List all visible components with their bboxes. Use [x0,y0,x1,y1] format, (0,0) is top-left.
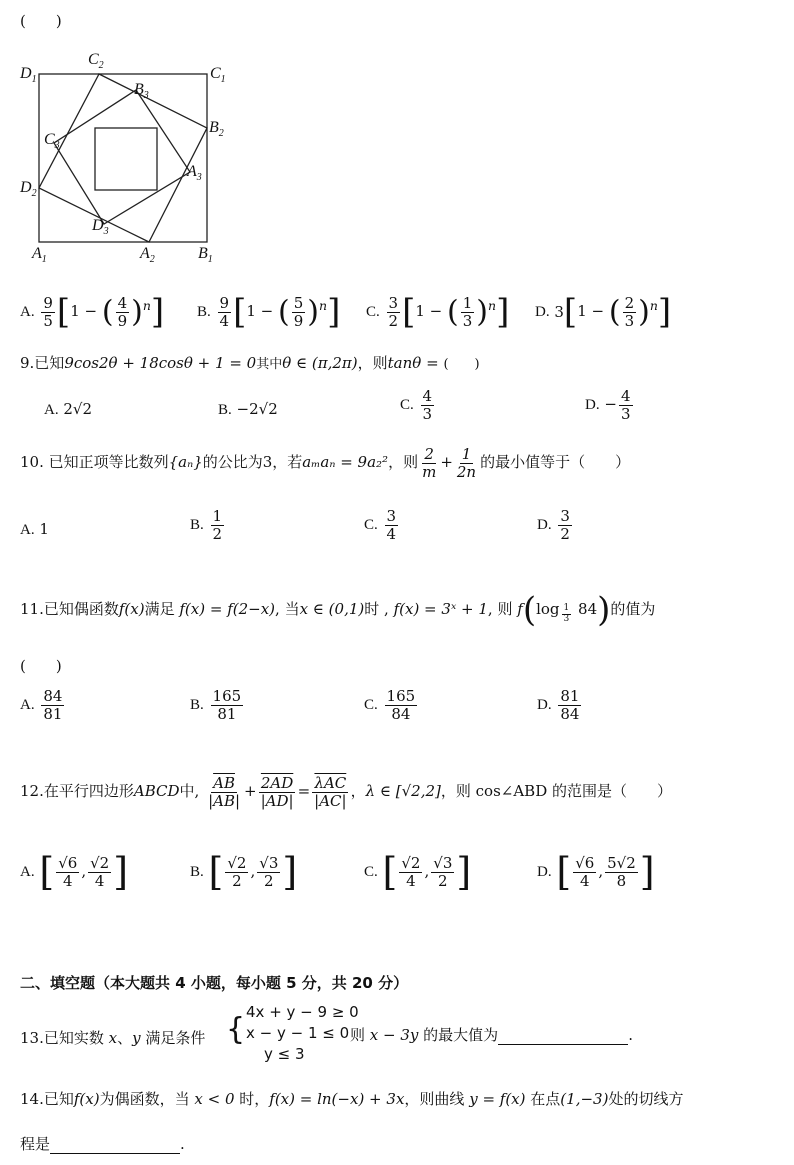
q12-option-b[interactable]: B. [ $\frac{√2}{2}$ , $\frac{√3}{2}$ ] [190,850,298,894]
q11-paren: ( ) [20,657,62,675]
q12-option-a[interactable]: A. [ $\frac{√6}{4}$ , $\frac{√2}{4}$ ] [20,850,129,894]
label-b1: $B_1$ [198,245,213,265]
q8-square-figure [18,48,240,266]
q8-option-b[interactable]: B. $\frac{9}{4}$ [1 − ( $\frac{5}{9}$ )$^n$] [197,292,341,332]
q11-option-b[interactable]: B. $\frac{165}{81}$ [190,687,242,723]
label-a2: $A_2$ [140,245,155,265]
q10-stem: 10. 已知正项等比数列{aₙ}的公比为3，若aₘaₙ = 9a₂²，则 $\frac{2}{m}$ + $\frac{1}{2n}$ 的最小值等于（ ） [20,445,631,481]
label-b2: $B_2$ [209,119,224,139]
q13-stem: 13.已知实数 x、y 满足条件 [20,1029,206,1047]
label-d1: $D_1$ [20,65,37,85]
q10-option-b[interactable]: B. $\frac{1}{2}$ [190,507,223,543]
label-c2: $C_2$ [88,51,104,71]
label-a1: $A_1$ [32,245,47,265]
center-square [95,128,157,190]
q11-option-d[interactable]: D. $\frac{81}{84}$ [537,687,580,723]
q14-answer-blank[interactable] [50,1135,180,1154]
label-c1: $C_1$ [210,65,226,85]
label-c3: $C_3$ [44,131,60,151]
q8-paren: ( ) [20,12,62,30]
q8-option-d[interactable]: D. 3[1 − ( $\frac{2}{3}$ )$^n$] [535,292,672,332]
q11-option-c[interactable]: C. $\frac{165}{84}$ [364,687,416,723]
q10-option-d[interactable]: D. $\frac{3}{2}$ [537,507,570,543]
label-b3: $B_3$ [134,81,149,101]
q13-constraints: 4x + y − 9 ≥ 0 x − y − 1 ≤ 0 y ≤ 3 [246,1003,359,1063]
q9-option-d[interactable]: D. − $\frac{4}{3}$ [585,387,631,423]
q9-stem: 9.已知9cos2θ + 18cosθ + 1 = 0其中θ ∈ (π,2π)，则tanθ = ( ) [20,354,480,372]
q10-option-a[interactable]: A. 1 [20,520,49,538]
q9-option-c[interactable]: C. $\frac{4}{3}$ [400,387,433,423]
q9-option-b[interactable]: B. −2√2 [218,400,278,418]
q14-stem: 14.已知f(x)为偶函数，当 x < 0 时，f(x) = ln(−x) + 3x，则曲线 y = f(x) 在点(1,−3)处的切线方 [20,1090,684,1108]
q13-answer-blank[interactable] [498,1026,628,1045]
inner-square-3 [54,90,190,224]
q9-option-a[interactable]: A. 2√2 [44,400,93,418]
label-d3: $D_3$ [92,217,109,237]
q8-option-a[interactable]: A. $\frac{9}{5}$ [1 − ( $\frac{4}{9}$ )$^n$] [20,292,165,332]
section2-title: 二、填空题（本大题共 4 小题，每小题 5 分，共 20 分） [20,974,409,992]
q11-option-a[interactable]: A. $\frac{84}{81}$ [20,687,63,723]
q13-stem-tail: 则 x − 3y 的最大值为 . [350,1026,633,1044]
q10-option-c[interactable]: C. $\frac{3}{4}$ [364,507,397,543]
q14-stem-line2: 程是 . [20,1135,185,1153]
middle-square [39,74,207,242]
q12-stem: 12.在平行四边形ABCD中, $\frac{\overline{AB}}{|AB|}$ + $\frac{2AD}{|AD|}$ = $\frac{\overline{\lambda AC}}{|AC|}$ ，λ ∈ [√2,2]，则 cos∠ABD 的范围是（ ） [20,774,673,810]
label-a3: $A_3$ [187,163,202,183]
q13-brace: { [226,1012,246,1047]
q12-option-c[interactable]: C. [ $\frac{√2}{4}$ , $\frac{√3}{2}$ ] [364,850,472,894]
q8-option-c[interactable]: C. $\frac{3}{2}$ [1 − ( $\frac{1}{3}$ )$^n$] [366,292,510,332]
label-d2: $D_2$ [20,179,37,199]
q12-option-d[interactable]: D. [ $\frac{√6}{4}$ , $\frac{5√2}{8}$ ] [537,850,655,894]
q11-stem: 11.已知偶函数f(x)满足 f(x) = f(2−x), 当x ∈ (0,1)时 , f(x) = 3ˣ + 1, 则 f(log $_{\frac{1}{3}}$ 84)的值为 [20,590,656,630]
outer-square [39,74,207,242]
